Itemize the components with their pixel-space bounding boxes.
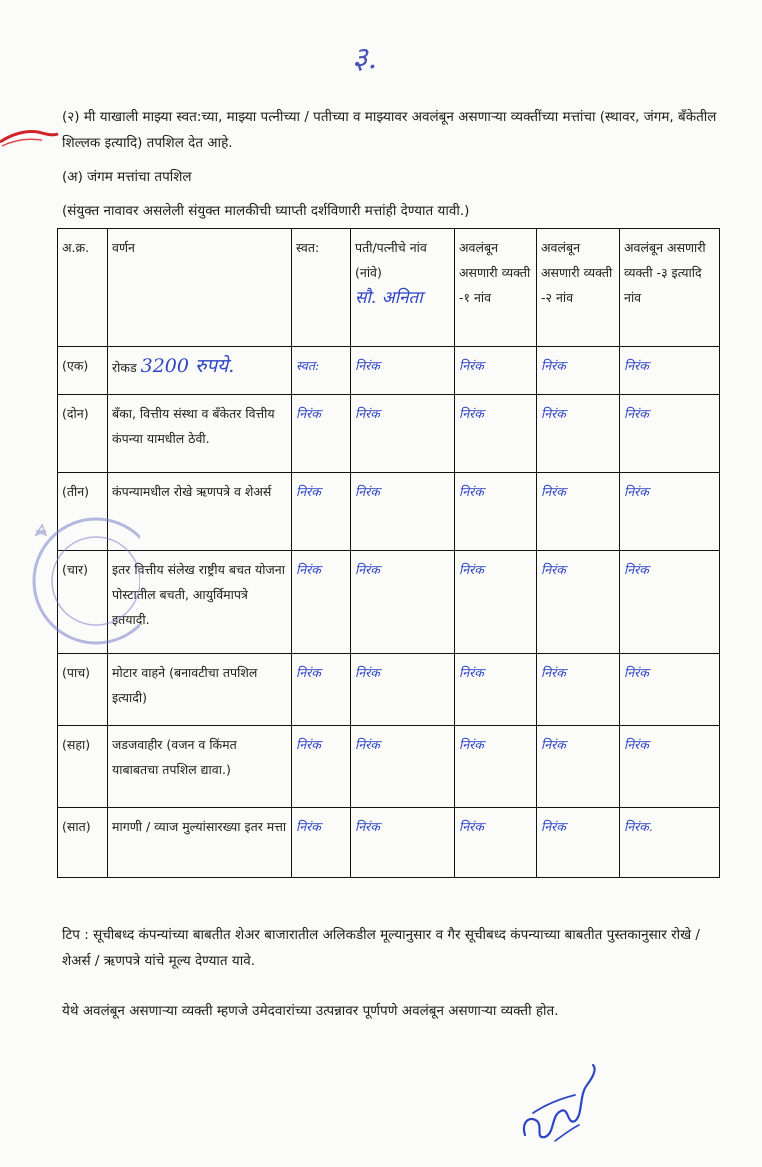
header-dependent-3: अवलंबून असणारी व्यक्ती -३ इत्यादि नांव — [620, 229, 720, 347]
self-value: निरंक — [292, 551, 351, 654]
spouse-value: निरंक — [351, 808, 455, 878]
dependent-2-value: निरंक — [537, 551, 620, 654]
dependent-1-value: निरंक — [455, 395, 537, 473]
row-number: (पाच) — [58, 654, 108, 726]
table-row — [58, 654, 720, 726]
row-description: जडजवाहीर (वजन व किंमत याबाबतचा तपशिल द्यावा.) — [108, 726, 292, 808]
dependent-2-value: निरंक — [537, 395, 620, 473]
footnote-tip: टिप : सूचीबध्द कंपन्यांच्या बाबतीत शेअर बाजारातील अलिकडील मूल्यानुसार व गैर सूचीबध्द कंपन्याच्या बाबतीत पुस्तकानुसार रोखे / शेअर्स / ऋणपत्रे यांचे मूल्य देण्यात यावे. — [62, 927, 700, 969]
spouse-value: निरंक — [351, 654, 455, 726]
dependent-2-value: निरंक — [537, 347, 620, 395]
spouse-value: निरंक — [351, 473, 455, 551]
spouse-value: निरंक — [351, 551, 455, 654]
dependent-2-value: निरंक — [537, 726, 620, 808]
dependent-3-value: निरंक — [620, 473, 720, 551]
dependent-3-value: निरंक — [620, 654, 720, 726]
table-row — [58, 395, 720, 473]
table-row — [58, 347, 720, 395]
page-number: ३. — [352, 41, 378, 76]
handwritten-signature — [515, 1055, 605, 1150]
spouse-value: निरंक — [351, 347, 455, 395]
dependent-1-value: निरंक — [455, 808, 537, 878]
self-value: निरंक — [292, 726, 351, 808]
spouse-name-handwritten: सौ. अनिता — [355, 288, 423, 308]
footnote-dependents: येथे अवलंबून असणाऱ्या व्यक्ती म्हणजे उमेदवारांच्या उत्पन्नावर पूर्णपणे अवलंबून असणाऱ्या व्यक्ती होत. — [62, 1003, 559, 1019]
self-value: निरंक — [292, 395, 351, 473]
dependent-2-value: निरंक — [537, 654, 620, 726]
row-number: (सात) — [58, 808, 108, 878]
row-number: (एक) — [58, 347, 108, 395]
row-number: (चार) — [58, 551, 108, 654]
self-value: निरंक — [292, 654, 351, 726]
table-row — [58, 808, 720, 878]
dependent-1-value: निरंक — [455, 551, 537, 654]
header-dependent-1: अवलंबून असणारी व्यक्ती -१ नांव — [455, 229, 537, 347]
header-spouse-label: पती/पत्नीचे नांव (नांवे) — [355, 240, 427, 280]
row-number: (दोन) — [58, 395, 108, 473]
dependent-2-value: निरंक — [537, 808, 620, 878]
dependent-3-value: निरंक — [620, 551, 720, 654]
row-number: (सहा) — [58, 726, 108, 808]
header-dependent-2: अवलंबून असणारी व्यक्ती -२ नांव — [537, 229, 620, 347]
table-row — [58, 726, 720, 808]
dependent-1-value: निरंक — [455, 473, 537, 551]
joint-ownership-note: (संयुक्त नावावर असलेली संयुक्त मालकीची घ्याप्ती दर्शविणारी मत्तांही देण्यात यावी.) — [62, 203, 470, 219]
row-description: इतर वित्तीय संलेख राष्ट्रीय बचत योजना पोस्टातील बचती, आयुर्विमापत्रे इतयादी. — [108, 551, 292, 654]
self-value: निरंक — [292, 473, 351, 551]
row-description-label: रोकड — [112, 360, 137, 375]
dependent-1-value: निरंक — [455, 347, 537, 395]
dependent-1-value: निरंक — [455, 654, 537, 726]
row-description: मोटार वाहने (बनावटीचा तपशिल इत्यादी) — [108, 654, 292, 726]
red-thread-mark — [0, 120, 60, 154]
row-description — [108, 347, 292, 395]
header-description: वर्णन — [108, 229, 292, 347]
intro-paragraph: (२) मी याखाली माझ्या स्वत:च्या, माझ्या पत्नीच्या / पतीच्या व माझ्यावर अवलंबून असणाऱ्या व्यक्तींच्या मत्तांचा (स्थावर, जंगम, बँकेतील शिल्लक इत्यादि) तपशिल देत आहे. — [62, 109, 717, 151]
spouse-value: निरंक — [351, 395, 455, 473]
header-self: स्वत: — [292, 229, 351, 347]
dependent-3-value: निरंक. — [620, 808, 720, 878]
table-row — [58, 551, 720, 654]
movable-assets-table — [57, 228, 720, 878]
cash-amount-handwritten: 3200 रुपये. — [140, 355, 235, 377]
dependent-3-value: निरंक — [620, 726, 720, 808]
row-number: (तीन) — [58, 473, 108, 551]
row-description: मागणी / व्याज मुल्यांसारख्या इतर मत्ता — [108, 808, 292, 878]
header-spouse — [351, 229, 455, 347]
section-title: (अ) जंगम मत्तांचा तपशिल — [62, 169, 192, 185]
row-description: कंपन्यामधील रोखे ऋणपत्रे व शेअर्स — [108, 473, 292, 551]
dependent-2-value: निरंक — [537, 473, 620, 551]
spouse-value: निरंक — [351, 726, 455, 808]
self-value: स्वत: — [292, 347, 351, 395]
table-header-row — [58, 229, 720, 347]
dependent-3-value: निरंक — [620, 347, 720, 395]
dependent-1-value: निरंक — [455, 726, 537, 808]
dependent-3-value: निरंक — [620, 395, 720, 473]
self-value: निरंक — [292, 808, 351, 878]
row-description: बँका, वित्तीय संस्था व बँकेतर वित्तीय कंपन्या यामधील ठेवी. — [108, 395, 292, 473]
header-serial: अ.क्र. — [58, 229, 108, 347]
table-row — [58, 473, 720, 551]
